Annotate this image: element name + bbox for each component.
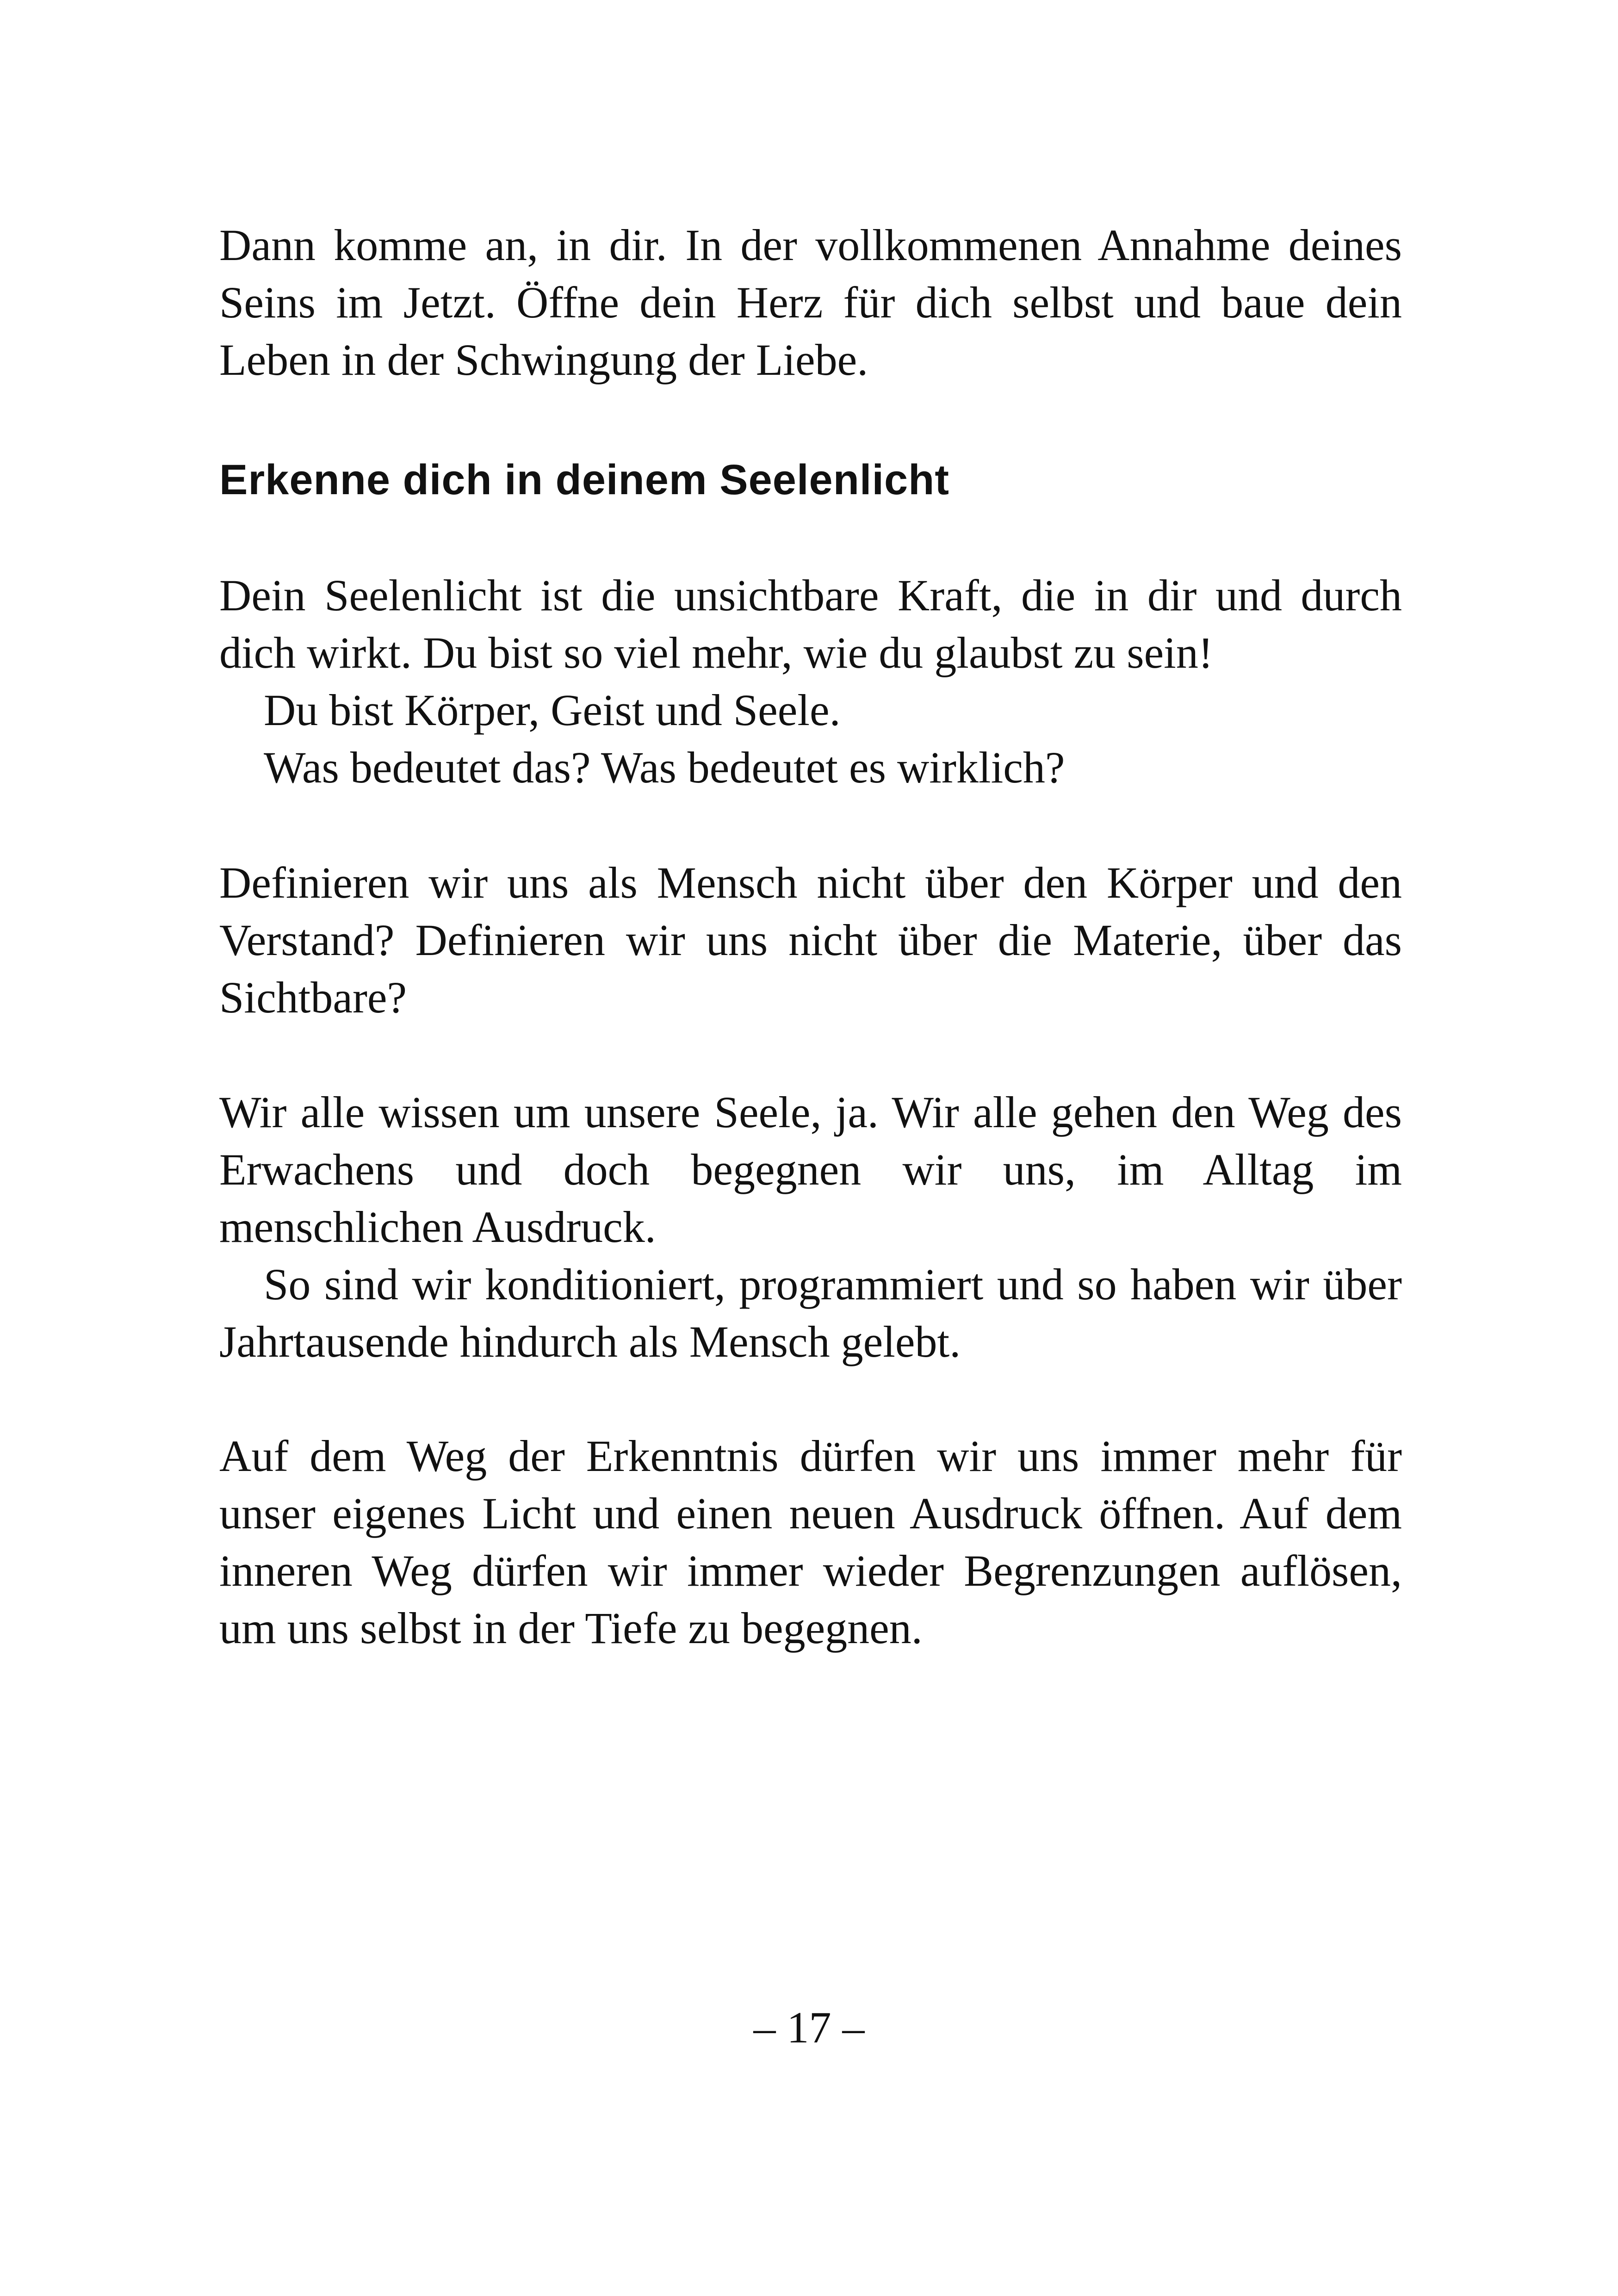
paragraph-was-bedeutet: Was bedeutet das? Was bedeutet es wirklich? xyxy=(264,743,1065,792)
paragraph-seele-wissen: Wir alle wissen um unsere Seele, ja. Wir alle gehen den Weg des Erwachens und doch begegnen wir uns, im Alltag im menschlichen Ausdruck. xyxy=(219,1087,1402,1252)
section-heading: Erkenne dich in deinem Seelenlicht xyxy=(219,456,950,503)
paragraph-konditioniert: So sind wir konditioniert, programmiert und so haben wir über Jahrtausende hindurch als Mensch gelebt. xyxy=(219,1260,1402,1366)
paragraph-seelenlicht: Dein Seelenlicht ist die unsichtbare Kraft, die in dir und durch dich wirkt. Du bist so viel mehr, wie du glaubst zu sein! xyxy=(219,571,1402,677)
page-number: – 17 – xyxy=(753,2003,865,2052)
paragraph-erkenntnis: Auf dem Weg der Erkenntnis dürfen wir uns immer mehr für unser eigenes Licht und einen neuen Ausdruck öffnen. Auf dem inneren Weg dürfen wir immer wieder Begrenzungen auflösen, um uns selbst in der Tiefe zu begegnen. xyxy=(219,1431,1402,1653)
paragraph-intro: Dann komme an, in dir. In der vollkommenen Annahme deines Seins im Jetzt. Öffne dein Herz für dich selbst und baue dein Leben in der Schwingung der Liebe. xyxy=(219,220,1402,385)
paragraph-definieren: Definieren wir uns als Mensch nicht über den Körper und den Verstand? Definieren wir uns nicht über die Materie, über das Sichtbare? xyxy=(219,858,1402,1022)
paragraph-koerper-geist-seele: Du bist Körper, Geist und Seele. xyxy=(264,685,841,735)
